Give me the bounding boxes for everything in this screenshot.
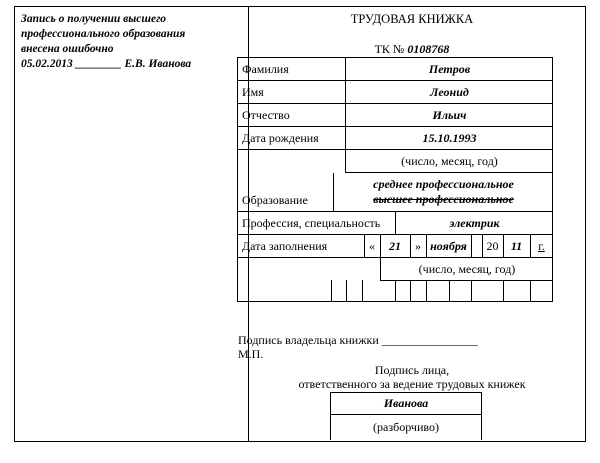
responsible-line-1: Подпись лица, xyxy=(374,363,450,377)
row-line xyxy=(237,234,553,235)
owner-signature-label: Подпись владельца книжки xyxy=(238,333,379,347)
grid-line xyxy=(410,280,411,302)
surname-label: Фамилия xyxy=(242,62,289,76)
fill-year-prefix: 20 xyxy=(486,239,499,253)
birth-value: 15.10.1993 xyxy=(422,131,477,145)
surname-value: Петров xyxy=(428,62,471,76)
grid-line xyxy=(503,280,504,302)
note-signature-line xyxy=(21,57,243,72)
responsible-box-top xyxy=(330,392,482,393)
education-value: среднее профессиональное xyxy=(373,177,514,191)
name-value: Леонид xyxy=(430,85,469,99)
note-date: 05.02.2013 xyxy=(21,58,73,70)
year-suffix: г. xyxy=(538,239,545,253)
fill-day: 21 xyxy=(389,239,401,253)
birth-label: Дата рождения xyxy=(242,131,319,145)
cell-line xyxy=(471,234,472,257)
education-label: Образование xyxy=(242,193,308,207)
row-line xyxy=(237,103,553,104)
series-prefix: ТК № xyxy=(374,42,405,56)
fill-date-hint: (число, месяц, год) xyxy=(418,262,516,276)
responsible-name: Иванова xyxy=(383,396,429,410)
fill-year: 11 xyxy=(510,239,523,253)
grid-line xyxy=(530,280,531,302)
patronymic-value: Ильич xyxy=(432,108,467,122)
note-line-1: Запись о получении высшего xyxy=(21,13,167,25)
grid-line xyxy=(331,280,332,302)
grid-line xyxy=(395,280,396,302)
responsible-box-right xyxy=(481,392,482,440)
profession-label: Профессия, специальность xyxy=(242,216,381,230)
birth-hint: (число, месяц, год) xyxy=(401,154,498,168)
row-line xyxy=(237,149,553,150)
fill-month: ноября xyxy=(430,239,467,253)
owner-signature xyxy=(238,333,478,348)
owner-signature-line: ________________ xyxy=(381,333,478,347)
name-label: Имя xyxy=(242,85,264,99)
stamp-place: М.П. xyxy=(238,347,264,361)
profession-value: электрик xyxy=(449,216,500,230)
document-title: ТРУДОВАЯ КНИЖКА xyxy=(350,12,474,26)
quote-open: « xyxy=(369,239,375,253)
patronymic-label: Отчество xyxy=(242,108,290,122)
grid-line xyxy=(449,280,450,302)
row-line xyxy=(345,172,553,173)
responsible-line-2: ответственного за ведение трудовых книжек xyxy=(298,377,526,391)
grid-line xyxy=(426,280,427,302)
grid-line xyxy=(346,280,347,302)
grid-line xyxy=(471,280,472,302)
grid-line xyxy=(362,280,363,302)
note-signature-blank: ________ xyxy=(75,58,122,70)
row-line xyxy=(380,280,553,281)
note-signer: Е.В. Иванова xyxy=(124,58,192,70)
note-line-2: профессионального образования xyxy=(21,28,186,40)
responsible-box-divider xyxy=(330,414,482,415)
note-line-3: внесена ошибочно xyxy=(21,43,114,55)
row-line xyxy=(237,126,553,127)
education-struck-value: высшее профессиональное xyxy=(373,192,514,206)
responsible-hint: (разборчиво) xyxy=(373,420,439,434)
row-line xyxy=(237,257,553,258)
row-line xyxy=(237,80,553,81)
correction-note xyxy=(21,12,243,72)
series-number xyxy=(238,42,586,57)
fill-date-label: Дата заполнения xyxy=(242,239,328,253)
quote-close: » xyxy=(415,239,421,253)
series-value: 0108768 xyxy=(407,42,450,56)
